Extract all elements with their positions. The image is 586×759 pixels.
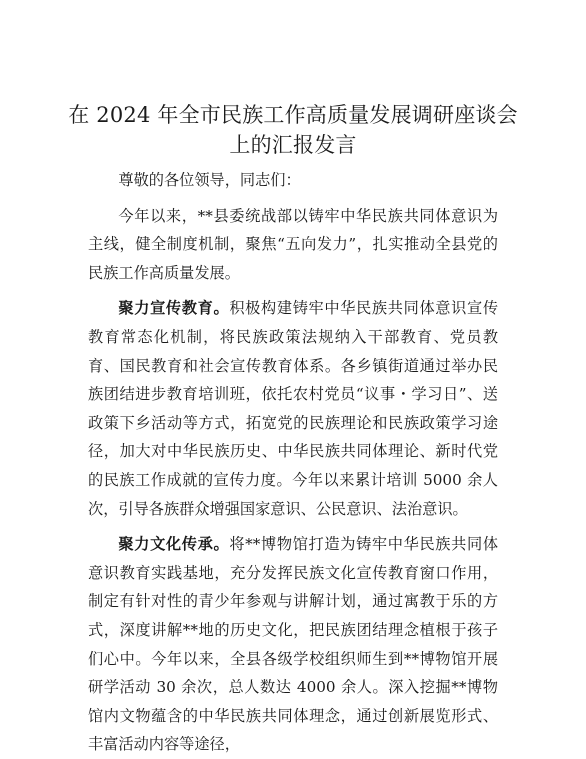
paragraph-propaganda-text: 积极构建铸牢中华民族共同体意识宣传教育常态化机制，将民族政策法规纳入干部教育、党员教育、国民教育和社会宣传教育体系。各乡镇街道通过举办民族团结进步教育培训班，依托农村党员“议事・学习日”、送政策下乡活动等方式，拓宽党的民族理论和民族政策学习途径，加大对中华民族历史、中华民族共同体理论、新时代党的民族工作成就的宣传力度。今年以来累计培训 5000 余人次，引导各族群众增强国家意识、公民意识、法治意识。 — [88, 299, 499, 518]
paragraph-intro — [88, 202, 498, 288]
paragraph-intro-text: 今年以来，**县委统战部以铸牢中华民族共同体意识为主线，健全制度机制，聚焦“五向发力”，扎实推动全县党的民族工作高质量发展。 — [88, 206, 498, 282]
paragraph-propaganda — [88, 294, 498, 523]
document-title: 在 2024 年全市民族工作高质量发展调研座谈会上的汇报发言 — [68, 103, 518, 157]
document-body — [88, 166, 498, 759]
paragraph-culture-lead: 聚力文化传承。 — [118, 535, 230, 554]
paragraph-propaganda-lead: 聚力宣传教育。 — [118, 299, 230, 318]
paragraph-culture-text: 将**博物馆打造为铸牢中华民族共同体意识教育实践基地，充分发挥民族文化宣传教育窗口作用，制定有针对性的青少年参观与讲解计划，通过寓教于乐的方式，深度讲解**地的历史文化，把民族团结理念植根于孩子们心中。今年以来，全县各级学校组织师生到**博物馆开展研学活动 30 余次，总人数达 4000 余人。深入挖掘**博物馆内文物蕴含的中华民族共同体理念，通过创新展览形式、丰富活动内容等途径， — [88, 535, 499, 754]
salutation: 尊敬的各位领导，同志们： — [118, 171, 301, 189]
paragraph-culture — [88, 530, 498, 759]
